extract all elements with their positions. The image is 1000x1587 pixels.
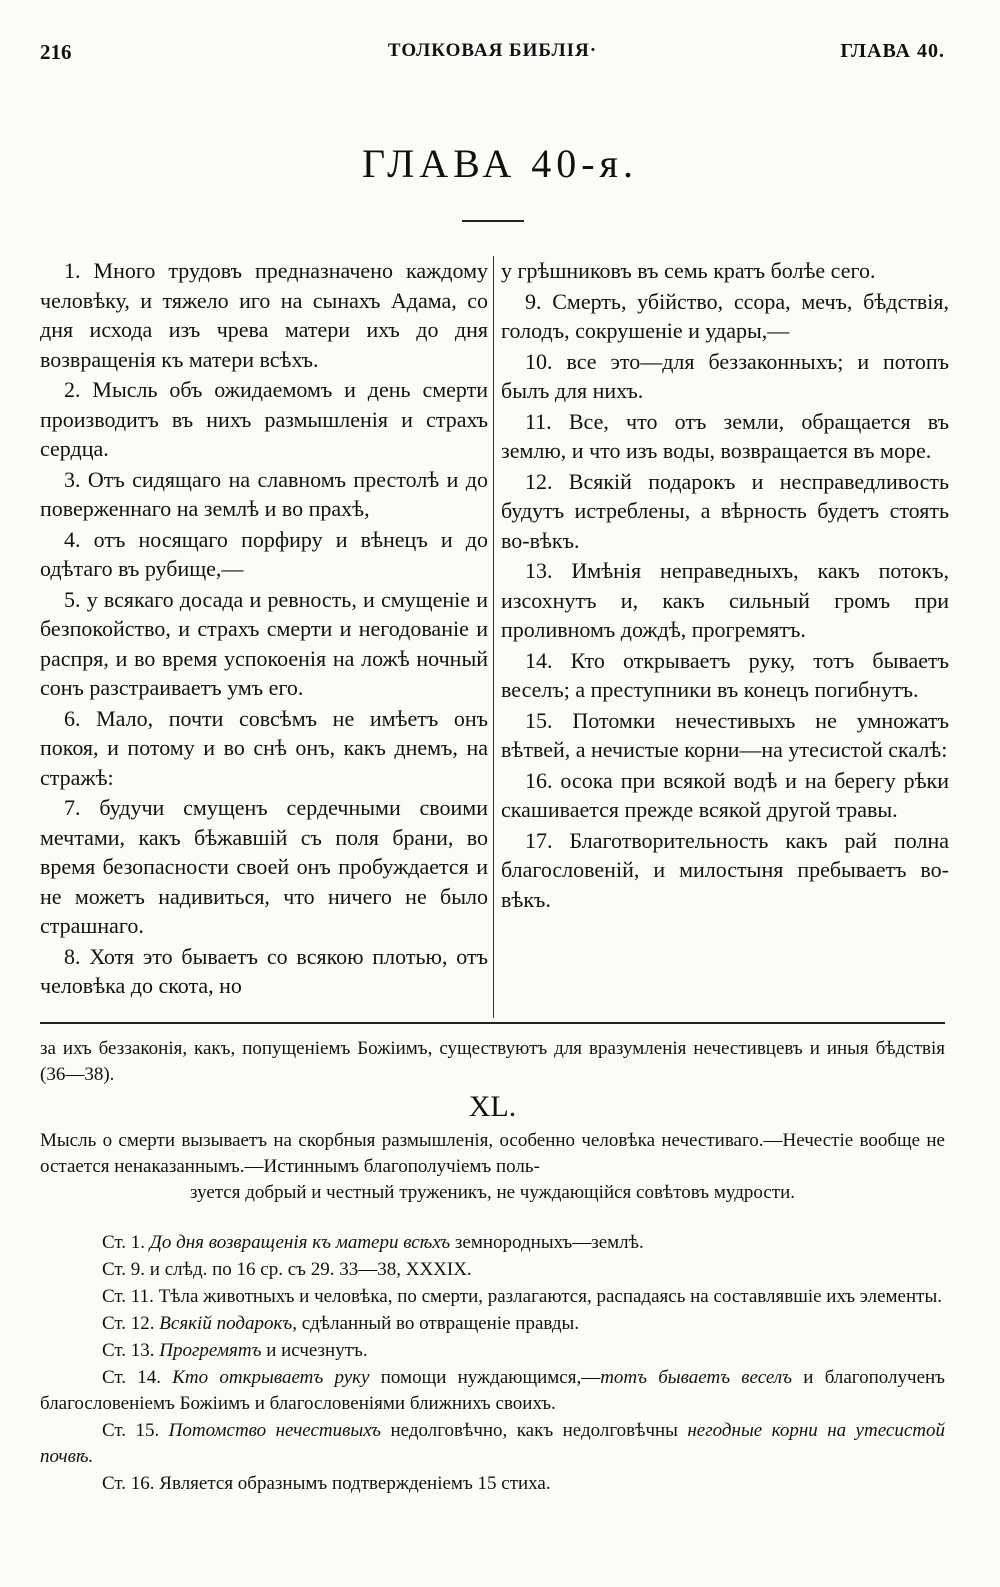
note: Ст. 9. и слѣд. по 16 ср. съ 29. 33—38, XXXIX.: [102, 1259, 472, 1280]
running-header: [40, 40, 945, 76]
verse: у грѣшниковъ въ семь кратъ болѣе сего.: [501, 258, 876, 283]
verse: 6. Мало, почти совсѣмъ не имѣетъ онъ покоя, и потому и во снѣ онъ, какъ днемъ, на стражѣ:: [40, 705, 488, 790]
verse: 4. отъ носящаго порфиру и вѣнецъ и до одѣтаго въ рубище,—: [40, 526, 488, 581]
chapter-summary: Мысль о смерти вызываетъ на скорбныя размышленія, особенно человѣка нечестиваго.—Нечестіе вообще не остается ненаказаннымъ.—Истиннымъ благополучіемъ поль- зуется добрый и честный труженикъ, не чуждающійся совѣтовъ мудрости.: [40, 1130, 945, 1203]
verse: 13. Имѣнія неправедныхъ, какъ потокъ, изсохнутъ и, какъ сильный громъ при проливномъ дождѣ, прогремятъ.: [501, 558, 949, 642]
note: Ст. 11. Тѣла животныхъ и человѣка, по смерти, разлагаются, распадаясь на составлявшіе ихъ элементы.: [102, 1286, 942, 1307]
verse: 9. Смерть, убійство, ссора, мечъ, бѣдствія, голодъ, сокрушеніе и удары,—: [501, 288, 949, 343]
column-divider: [493, 256, 494, 1018]
page-number: 216: [40, 40, 72, 64]
book-title: ТОЛКОВАЯ БИБЛІЯ·: [387, 40, 598, 61]
section-numeral: XL.: [468, 1090, 517, 1123]
commentary-carryover: за ихъ беззаконія, какъ, попущеніемъ Божіимъ, существуютъ для вразумленія нечестивцевъ и иныя бѣдствія (36—38).: [40, 1038, 945, 1085]
chapter-label: ГЛАВА 40.: [840, 40, 945, 62]
chapter-title: ГЛАВА 40-я.: [362, 141, 638, 186]
verse: 15. Потомки нечестивыхъ не умножатъ вѣтвей, а нечистые корни—на утесистой скалѣ:: [501, 707, 949, 762]
note: Ст. 16. Является образнымъ подтвержденіемъ 15 стиха.: [102, 1473, 551, 1494]
verse: 3. Отъ сидящаго на славномъ престолѣ и до поверженнаго на землѣ и во прахѣ,: [40, 466, 488, 521]
verse: 5. у всякаго досада и ревность, и смущеніе и безпокойство, и страхъ смерти и негодованіе и распря, и во время успокоенія на ложѣ ночный сонъ разстраиваетъ умъ его.: [40, 586, 488, 700]
title-rule: [462, 220, 524, 222]
verse: 16. осока при всякой водѣ и на берегу рѣки скашивается прежде всякой другой травы.: [501, 767, 949, 822]
verse: 2. Мысль объ ожидаемомъ и день смерти производитъ въ нихъ размышленія и страхъ сердца.: [40, 377, 488, 461]
verse: 8. Хотя это бываетъ со всякою плотью, отъ человѣка до скота, но: [40, 943, 488, 998]
left-column: [40, 256, 488, 1002]
right-column: [501, 256, 949, 915]
note: Ст. 12. Всякій подарокъ, сдѣланный во отвращеніе правды.: [102, 1313, 580, 1334]
verse: 14. Кто открываетъ руку, тотъ бываетъ веселъ; а преступники въ конецъ погибнутъ.: [501, 647, 949, 702]
verse: 12. Всякій подарокъ и несправедливость будутъ истреблены, а вѣрность будетъ стоять во-вѣкъ.: [501, 468, 949, 553]
section-rule: [40, 1022, 945, 1024]
verse: 11. Все, что отъ земли, обращается въ землю, и что изъ воды, возвращается въ море.: [501, 408, 949, 463]
verse: 17. Благотворительность какъ рай полна благословеній, и милостыня пребываетъ во-вѣкъ.: [501, 827, 949, 912]
commentary: [40, 1036, 945, 1498]
note: Ст. 13. Прогремятъ и исчезнутъ.: [102, 1340, 368, 1361]
verse: 1. Много трудовъ предназначено каждому человѣку, и тяжело иго на сынахъ Адама, со дня исхода изъ чрева матери ихъ до дня возвращенія къ матери всѣхъ.: [40, 258, 488, 372]
verse: 7. будучи смущенъ сердечными своими мечтами, какъ бѣжавшій съ поля брани, во время безопасности своей онъ пробуждается и не можетъ надивиться, что ничего не было страшнаго.: [40, 795, 488, 938]
note: Ст. 1. До дня возвращенія къ матери всѣхъ земнородныхъ—землѣ.: [102, 1232, 644, 1253]
note: Ст. 15. Потомство нечестивыхъ недолговѣчно, какъ недолговѣчны негодные корни на утесистой почвѣ.: [40, 1420, 945, 1467]
text-columns: [40, 256, 949, 1018]
note: Ст. 14. Кто открываетъ руку помощи нуждающимся,—тотъ бываетъ веселъ и благополученъ благословеніемъ Божіимъ и благословеніями ближнихъ своихъ.: [40, 1367, 945, 1414]
verse: 10. все это—для беззаконныхъ; и потопъ былъ для нихъ.: [501, 348, 949, 403]
